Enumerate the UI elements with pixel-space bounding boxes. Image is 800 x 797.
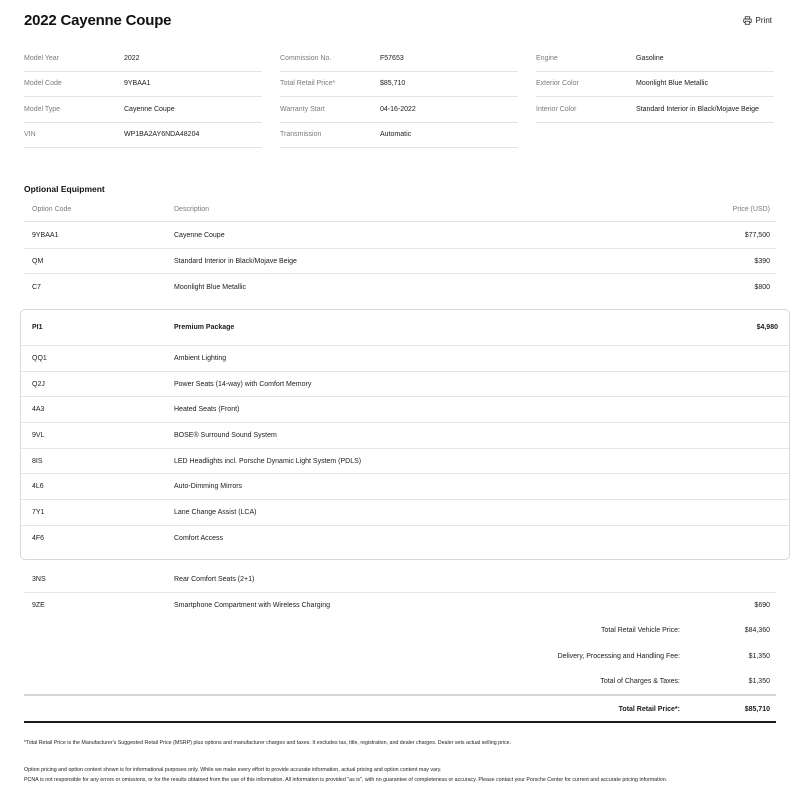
table-row [24, 593, 776, 619]
spec-value: Cayenne Coupe [124, 105, 175, 113]
header-description: Description [174, 206, 210, 213]
header-option-code: Option Code [32, 206, 72, 213]
spec-label: VIN [24, 131, 36, 139]
optional-equipment-title: Optional Equipment [24, 184, 105, 194]
table-row [21, 397, 789, 423]
option-description: BOSE® Surround Sound System [174, 431, 277, 439]
grand-total-label: Total Retail Price*: [618, 705, 680, 713]
option-description: Auto-Dimming Mirrors [174, 483, 243, 491]
spec-row [536, 72, 774, 98]
option-code: 7Y1 [32, 508, 45, 516]
option-code: 9ZE [32, 602, 45, 610]
option-code: 4A3 [32, 406, 45, 414]
specs-column-3 [536, 46, 774, 148]
spec-label: Warranty Start [280, 105, 325, 113]
option-code: C7 [32, 283, 41, 291]
option-description: Rear Comfort Seats (2+1) [174, 575, 255, 583]
print-button[interactable] [743, 16, 772, 25]
total-value: $1,350 [748, 678, 770, 686]
divider [24, 694, 776, 696]
option-description: Lane Change Assist (LCA) [174, 508, 257, 516]
option-description: Power Seats (14-way) with Comfort Memory [174, 380, 312, 388]
spec-label: Engine [536, 54, 558, 62]
spec-row [24, 97, 262, 123]
option-code: 8IS [32, 457, 43, 465]
total-row [24, 644, 776, 670]
spec-label: Interior Color [536, 105, 577, 113]
price-totals [24, 618, 776, 695]
grand-total-row [24, 697, 776, 721]
spec-value: $85,710 [380, 80, 406, 88]
grand-total-value: $85,710 [744, 705, 770, 713]
option-code: 4L6 [32, 483, 44, 491]
spec-label: Exterior Color [536, 80, 579, 88]
table-row [21, 423, 789, 449]
total-label: Delivery, Processing and Handling Fee: [557, 652, 680, 660]
spec-row [24, 46, 262, 72]
option-code: 4F6 [32, 535, 45, 543]
spec-value: 9YBAA1 [124, 80, 151, 88]
option-description: LED Headlights incl. Porsche Dynamic Light System (PDLS) [174, 457, 362, 465]
divider [24, 721, 776, 723]
total-label: Total Retail Vehicle Price: [601, 627, 680, 635]
spec-label: Total Retail Price* [280, 80, 336, 88]
spec-value: F57653 [380, 54, 404, 62]
option-price: $77,500 [744, 231, 770, 239]
package-code: PI1 [32, 324, 43, 331]
option-code: 3NS [32, 575, 46, 583]
specs-column-2 [280, 46, 518, 148]
spec-label: Model Code [24, 80, 62, 88]
spec-row [280, 72, 518, 98]
options-rows-after [24, 567, 776, 618]
option-code: Q2J [32, 380, 45, 388]
option-description: Cayenne Coupe [174, 231, 225, 239]
spec-row [24, 123, 262, 149]
option-code: QQ1 [32, 354, 47, 362]
total-label: Total of Charges & Taxes: [600, 678, 680, 686]
spec-row [24, 72, 262, 98]
table-row [21, 449, 789, 475]
spec-value: WP1BA2AY6NDA48204 [124, 131, 200, 139]
option-description: Comfort Access [174, 535, 224, 543]
spec-value: Moonlight Blue Metallic [636, 80, 708, 88]
build-sheet [12, 0, 788, 797]
spec-value: Automatic [380, 131, 412, 139]
spec-label: Model Type [24, 105, 61, 113]
table-row [24, 274, 776, 300]
pricing-disclaimer-1: Option pricing and option content shown is for informational purposes only. While we make every effort to provide accurate information, actual pricing and option content may vary. [24, 767, 442, 773]
spec-label: Model Year [24, 54, 60, 62]
package-header-row [21, 310, 789, 346]
spec-value: 2022 [124, 54, 140, 62]
total-value: $1,350 [748, 652, 770, 660]
table-row [21, 346, 789, 372]
option-description: Moonlight Blue Metallic [174, 283, 246, 291]
option-description: Smartphone Compartment with Wireless Charging [174, 602, 331, 610]
spec-label: Transmission [280, 131, 322, 139]
msrp-disclaimer: *Total Retail Price is the Manufacturer's Suggested Retail Price (MSRP) plus options and manufacturer charges and taxes. It excludes tax, title, registration, and dealer charges. Dealer sets actual selling price. [24, 740, 512, 746]
specs-column-1 [24, 46, 262, 148]
spec-value: Standard Interior in Black/Mojave Beige [636, 105, 759, 113]
spec-row [280, 123, 518, 149]
total-value: $84,360 [744, 627, 770, 635]
option-description: Heated Seats (Front) [174, 406, 240, 414]
spec-row [536, 97, 774, 123]
option-code: QM [32, 257, 44, 265]
print-label: Print [755, 16, 772, 25]
options-rows-before [24, 223, 776, 300]
spec-value: 04-16-2022 [380, 105, 416, 113]
total-row [24, 618, 776, 644]
table-row [24, 223, 776, 249]
table-row [21, 526, 789, 552]
option-description: Ambient Lighting [174, 354, 227, 362]
spec-label: Commission No. [280, 54, 332, 62]
option-price: $690 [754, 602, 770, 610]
option-price: $390 [754, 257, 770, 265]
package-description: Premium Package [174, 324, 235, 331]
table-row [24, 249, 776, 275]
option-description: Standard Interior in Black/Mojave Beige [174, 257, 297, 265]
premium-package-group [20, 309, 790, 560]
spec-row [280, 46, 518, 72]
table-row [24, 567, 776, 593]
spec-value: Gasoline [636, 54, 664, 62]
table-row [21, 372, 789, 398]
page-title: 2022 Cayenne Coupe [24, 12, 172, 29]
spec-row [536, 46, 774, 72]
option-code: 9VL [32, 431, 45, 439]
table-row [21, 474, 789, 500]
header-price: Price (USD) [732, 206, 770, 213]
vehicle-specs [24, 46, 774, 148]
package-price: $4,980 [756, 324, 778, 331]
spec-row [280, 97, 518, 123]
option-code: 9YBAA1 [32, 231, 59, 239]
table-row [21, 500, 789, 526]
option-price: $800 [754, 283, 770, 291]
printer-icon [743, 16, 752, 25]
options-table-header [24, 198, 776, 222]
total-row [24, 669, 776, 695]
pricing-disclaimer-2: PCNA is not responsible for any errors or omissions, or for the results obtained from the use of this information. All information is provided "as is", with no guarantee of completeness or accuracy. Please contact your Porsche Center for current and accurate pricing information. [24, 777, 668, 783]
